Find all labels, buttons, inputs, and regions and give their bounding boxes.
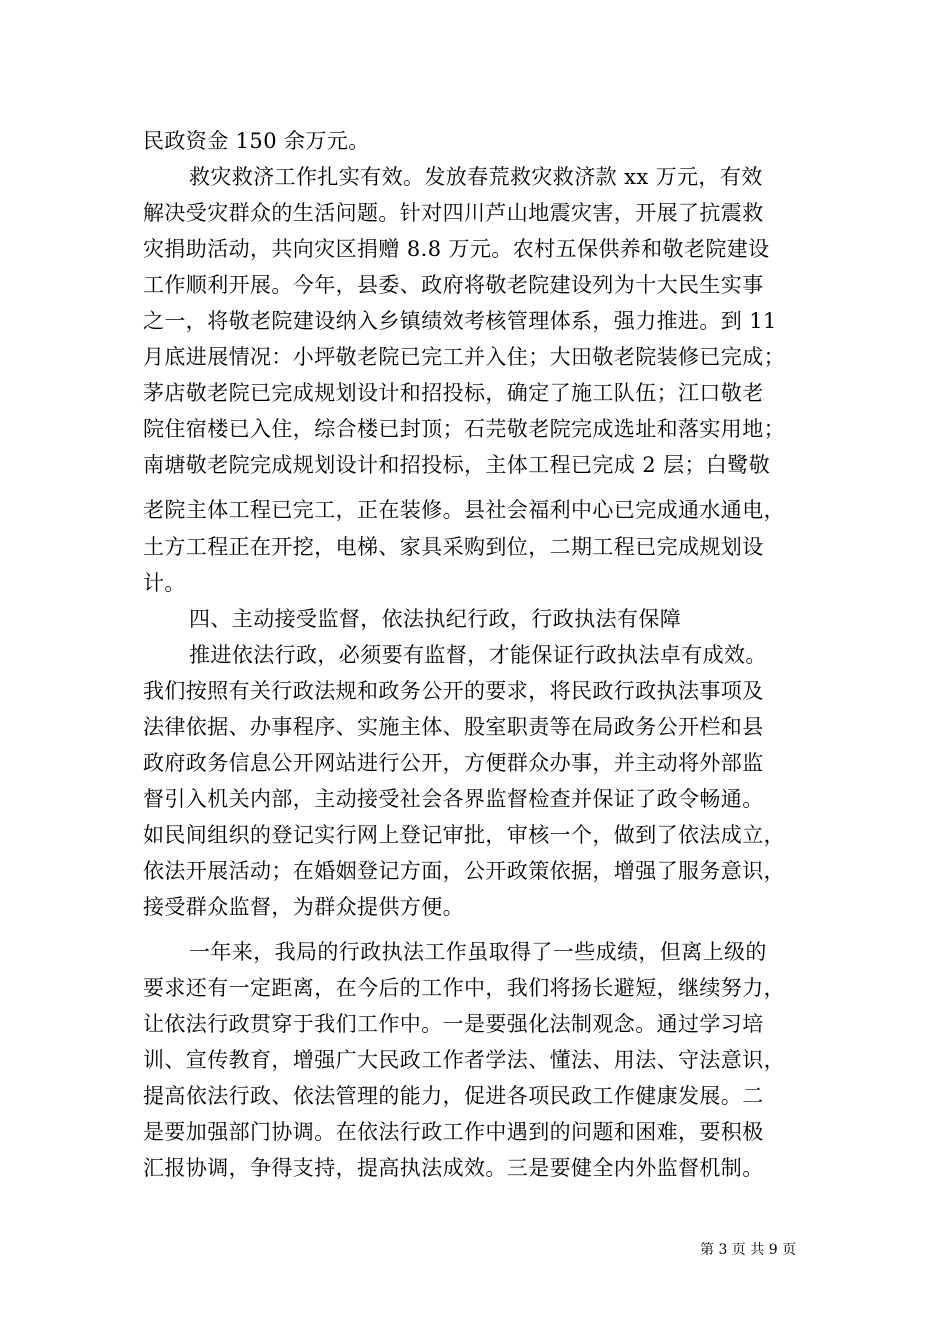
text-line: 法律依据、办事程序、实施主体、股室职责等在局政务公开栏和县 [143,715,764,739]
text-line: 要求还有一定距离，在今后的工作中，我们将扬长避短，继续努力， [143,976,785,1000]
section-heading: 四、主动接受监督，依法执纪行政，行政执法有保障 [189,607,682,631]
text-line: 南塘敬老院完成规划设计和招投标，主体工程已完成 2 层；白鹭敬 [143,453,771,477]
text-line: 救灾救济工作扎实有效。发放春荒救灾救济款 xx 万元，有效 [189,165,763,189]
text-line: 院住宿楼已入住，综合楼已封顶；石芫敬老院完成选址和落实用地； [143,417,785,441]
text-line: 是要加强部门协调。在依法行政工作中遇到的问题和困难，要积极 [143,1120,764,1144]
text-line: 月底进展情况：小坪敬老院已完工并入住；大田敬老院装修已完成； [143,345,785,369]
text-line: 依法开展活动；在婚姻登记方面，公开政策依据，增强了服务意识， [143,859,785,883]
text-line: 灾捐助活动，共向灾区捐赠 8.8 万元。农村五保供养和敬老院建设 [143,237,770,261]
text-line: 土方工程正在开挖，电梯、家具采购到位，二期工程已完成规划设 [143,535,764,559]
text-line: 一年来，我局的行政执法工作虽取得了一些成绩，但离上级的 [189,940,767,964]
text-line: 接受群众监督，为群众提供方便。 [143,895,464,919]
text-line: 督引入机关内部，主动接受社会各界监督检查并保证了政令畅通。 [143,787,764,811]
text-line: 政府政务信息公开网站进行公开，方便群众办事，并主动将外部监 [143,751,764,775]
text-line: 老院主体工程已完工，正在装修。县社会福利中心已完成通水通电， [143,498,785,522]
text-line: 训、宣传教育，增强广大民政工作者学法、懂法、用法、守法意识， [143,1048,785,1072]
text-line: 茅店敬老院已完成规划设计和招投标，确定了施工队伍；江口敬老 [143,381,764,405]
text-line: 民政资金 150 余万元。 [143,129,370,153]
text-line: 让依法行政贯穿于我们工作中。一是要强化法制观念。通过学习培 [143,1012,764,1036]
text-line: 计。 [143,571,186,595]
text-line: 之一，将敬老院建设纳入乡镇绩效考核管理体系，强力推进。到 11 [143,309,777,333]
text-line: 如民间组织的登记实行网上登记审批，审核一个，做到了依法成立， [143,823,785,847]
page-number-footer: 第 3 页 共 9 页 [700,1242,797,1258]
text-line: 汇报协调，争得支持，提高执法成效。三是要健全内外监督机制。 [143,1156,764,1180]
text-line: 我们按照有关行政法规和政务公开的要求，将民政行政执法事项及 [143,679,764,703]
text-line: 工作顺利开展。今年，县委、政府将敬老院建设列为十大民生实事 [143,273,764,297]
text-line: 推进依法行政，必须要有监督，才能保证行政执法卓有成效。 [189,643,767,667]
text-line: 解决受灾群众的生活问题。针对四川芦山地震灾害，开展了抗震救 [143,201,764,225]
text-line: 提高依法行政、依法管理的能力，促进各项民政工作健康发展。二 [143,1084,764,1108]
